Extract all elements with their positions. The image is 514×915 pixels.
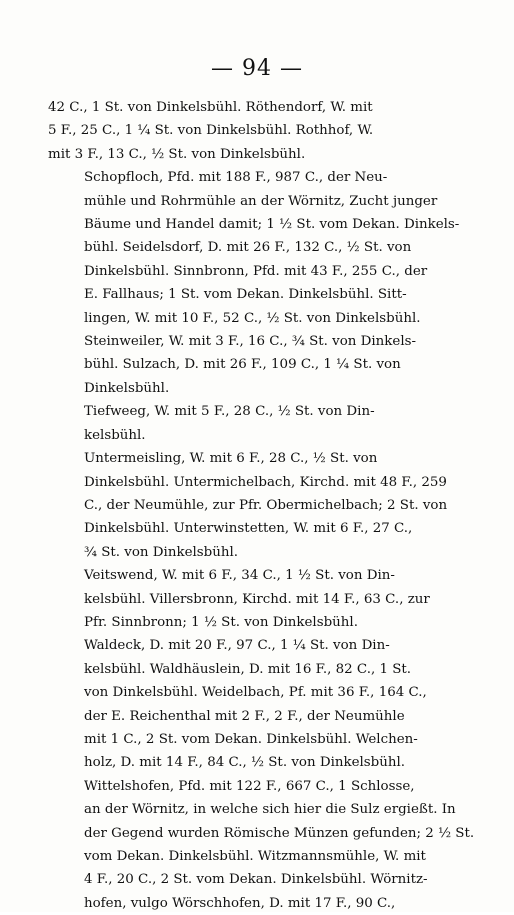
text-line: Dinkelsbühl.	[84, 380, 170, 396]
text-line: holz, D. mit 14 F., 84 C., ½ St. von Dinkelsbühl.	[84, 755, 406, 771]
text-line: kelsbühl.	[84, 427, 146, 443]
text-line: Waldeck, D. mit 20 F., 97 C., 1 ¼ St. von Din-	[84, 638, 390, 654]
text-line: Dinkelsbühl. Untermichelbach, Kirchd. mit 48 F., 259	[84, 474, 447, 490]
text-line: 4 F., 20 C., 2 St. vom Dekan. Dinkelsbühl. Wörnitz-	[84, 872, 428, 888]
body-text	[48, 96, 476, 915]
text-line: von Dinkelsbühl. Weidelbach, Pf. mit 36 F., 164 C.,	[84, 685, 427, 701]
text-line: Wittelshofen, Pfd. mit 122 F., 667 C., 1 Schlosse,	[84, 778, 415, 794]
text-line: Pfr. Sinnbronn; 1 ½ St. von Dinkelsbühl.	[84, 614, 358, 630]
text-line: kelsbühl. Villersbronn, Kirchd. mit 14 F., 63 C., zur	[84, 591, 430, 607]
text-line: der Gegend wurden Römische Münzen gefunden; 2 ½ St.	[84, 825, 475, 841]
paragraph	[48, 96, 476, 166]
text-line: Steinweiler, W. mit 3 F., 16 C., ¾ St. von Dinkels-	[84, 334, 417, 350]
text-line: ¾ St. von Dinkelsbühl.	[84, 544, 239, 560]
text-line: bühl. Seidelsdorf, D. mit 26 F., 132 C., ½ St. von	[84, 240, 412, 256]
text-line: C., der Neumühle, zur Pfr. Obermichelbach; 2 St. von	[84, 497, 448, 513]
text-line: Untermeisling, W. mit 6 F., 28 C., ½ St. von	[84, 451, 378, 467]
page-number: — 94 —	[211, 56, 303, 81]
text-line: Dinkelsbühl. Sinnbronn, Pfd. mit 43 F., 255 C., der	[84, 263, 428, 279]
paragraph	[48, 634, 476, 915]
text-line: bühl. Sulzach, D. mit 26 F., 109 C., 1 ¼ St. von	[84, 357, 401, 373]
text-line: an der Wörnitz, in welche sich hier die Sulz ergießt. In	[84, 802, 456, 818]
text-line: Veitswend, W. mit 6 F., 34 C., 1 ½ St. von Din-	[84, 568, 395, 584]
text-line: hofen, vulgo Wörschhofen, D. mit 17 F., 90 C.,	[84, 895, 396, 911]
text-line: lingen, W. mit 10 F., 52 C., ½ St. von Dinkelsbühl.	[84, 310, 421, 326]
text-line: kelsbühl. Waldhäuslein, D. mit 16 F., 82 C., 1 St.	[84, 661, 412, 677]
text-line: mit 1 C., 2 St. vom Dekan. Dinkelsbühl. Welchen-	[84, 731, 418, 747]
text-line: mühle und Rohrmühle an der Wörnitz, Zucht junger	[84, 193, 438, 209]
text-line: Schopfloch, Pfd. mit 188 F., 987 C., der Neu-	[84, 170, 388, 186]
paragraph	[48, 166, 476, 400]
text-line: 5 F., 25 C., 1 ¼ St. von Dinkelsbühl. Rothhof, W.	[48, 123, 374, 139]
text-line: Dinkelsbühl. Unterwinstetten, W. mit 6 F., 27 C.,	[84, 521, 413, 537]
text-line: E. Fallhaus; 1 St. vom Dekan. Dinkelsbühl. Sitt-	[84, 287, 407, 303]
text-line: 42 C., 1 St. von Dinkelsbühl. Röthendorf, W. mit	[48, 100, 373, 115]
text-line: vom Dekan. Dinkelsbühl. Witzmannsmühle, W. mit	[84, 849, 426, 864]
text-line: Bäume und Handel damit; 1 ½ St. vom Dekan. Dinkels-	[84, 217, 460, 233]
paragraph	[48, 400, 476, 447]
text-line: mit 3 F., 13 C., ½ St. von Dinkelsbühl.	[48, 146, 306, 162]
text-line: der E. Reichenthal mit 2 F., 2 F., der Neumühle	[84, 708, 405, 724]
paragraph	[48, 447, 476, 564]
paragraph	[48, 564, 476, 634]
text-line: Tiefweeg, W. mit 5 F., 28 C., ½ St. von Din-	[84, 404, 375, 420]
